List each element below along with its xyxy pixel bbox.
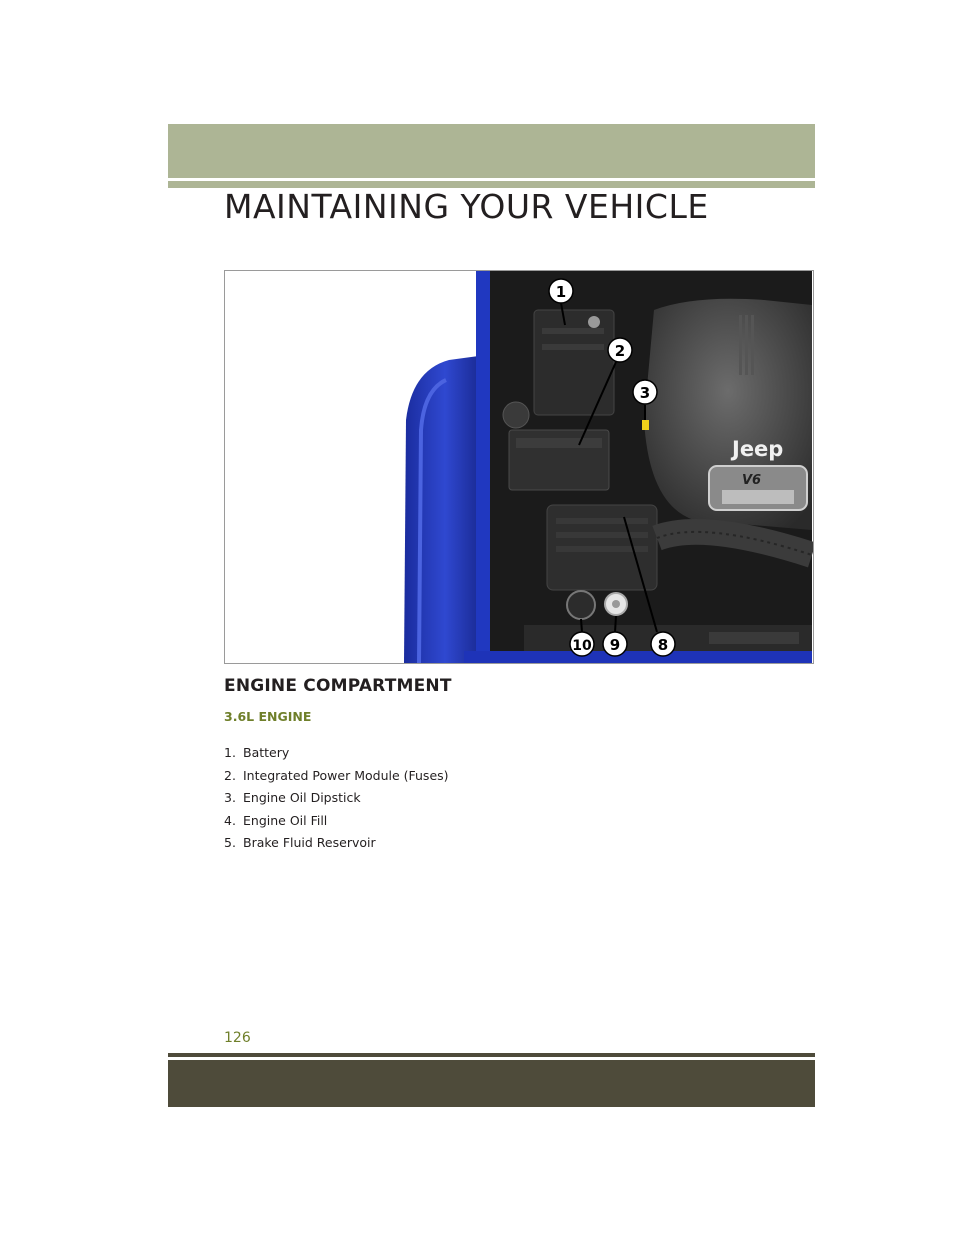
list-item <box>224 790 449 813</box>
list-item <box>224 835 449 858</box>
list-item-label: Engine Oil Dipstick <box>243 790 361 805</box>
hood-edge <box>476 271 490 651</box>
footer-rule <box>168 1053 815 1057</box>
battery <box>534 310 614 415</box>
callout-3 <box>633 380 657 404</box>
jeep-logo: Jeep <box>732 437 784 461</box>
leader-9 <box>615 616 616 632</box>
list-item <box>224 745 449 768</box>
list-item-number: 4. <box>224 812 236 828</box>
leader-10 <box>581 619 582 632</box>
svg-text:10: 10 <box>572 638 592 654</box>
list-item <box>224 768 449 791</box>
callout-1 <box>549 279 573 303</box>
list-item-label: Brake Fluid Reservoir <box>243 835 376 850</box>
header-band <box>168 124 815 178</box>
component-list <box>224 745 449 858</box>
list-item-number: 5. <box>224 835 236 850</box>
page-number: 126 <box>224 1030 251 1046</box>
list-item-label: Engine Oil Fill <box>243 812 328 828</box>
svg-text:9: 9 <box>609 636 621 654</box>
svg-text:1: 1 <box>555 283 567 301</box>
oil-filler-cap <box>503 402 529 428</box>
list-item-number: 2. <box>224 767 236 783</box>
oil-dipstick-handle <box>642 420 649 430</box>
callout-8 <box>651 632 675 656</box>
svg-text:2: 2 <box>614 342 626 360</box>
callout-9 <box>603 632 627 656</box>
footer-band <box>168 1060 815 1107</box>
list-item-number: 3. <box>224 790 236 805</box>
list-item-label: Integrated Power Module (Fuses) <box>243 767 449 783</box>
callout-2 <box>608 338 632 362</box>
engine-photo <box>224 270 813 663</box>
list-item-number: 1. <box>224 745 236 760</box>
v6-badge: V6 <box>742 473 762 488</box>
engine-compartment-figure <box>224 270 813 663</box>
reservoir-cap <box>567 591 595 619</box>
svg-text:3: 3 <box>639 384 651 402</box>
list-item-label: Battery <box>243 745 290 760</box>
callout-10 <box>570 632 594 656</box>
section-subheading: 3.6L ENGINE <box>224 709 312 724</box>
section-title: MAINTAINING YOUR VEHICLE <box>224 187 709 226</box>
list-item <box>224 813 449 836</box>
section-heading: ENGINE COMPARTMENT <box>224 676 452 696</box>
svg-text:8: 8 <box>657 636 669 654</box>
fender <box>404 355 486 663</box>
